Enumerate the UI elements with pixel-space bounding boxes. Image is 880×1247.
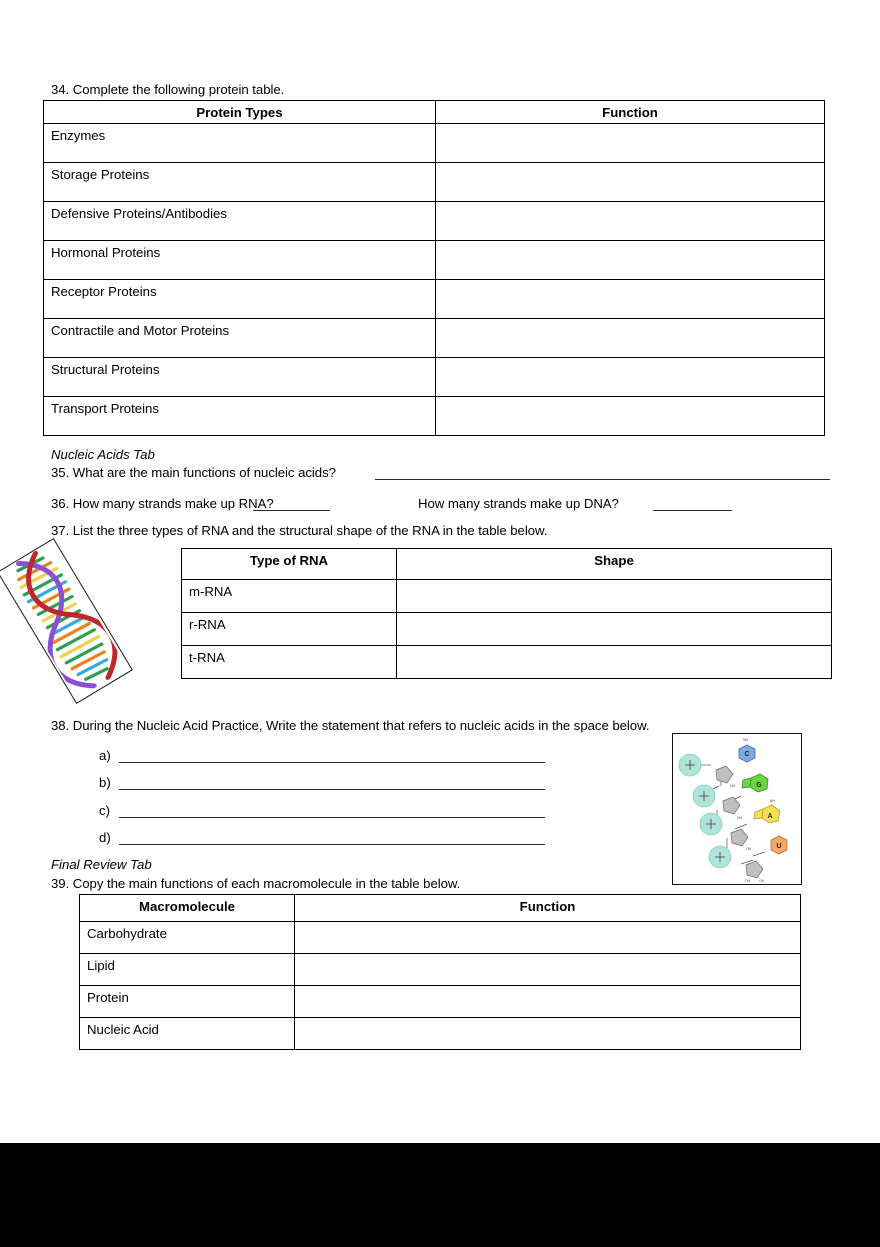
function-answer-cell[interactable] (436, 358, 825, 397)
column-header-macromolecule: Macromolecule (80, 895, 295, 922)
function-answer-cell[interactable] (436, 163, 825, 202)
question-38-item-c-label: c) (99, 803, 110, 818)
base-G-icon (742, 774, 768, 792)
protein-type-cell: Receptor Proteins (44, 280, 436, 319)
protein-type-cell: Structural Proteins (44, 358, 436, 397)
question-39-text: 39. Copy the main functions of each macromolecule in the table below. (51, 876, 461, 891)
macromolecule-cell: Protein (80, 986, 295, 1018)
question-38-item-a-blank[interactable] (119, 762, 545, 763)
protein-type-cell: Hormonal Proteins (44, 241, 436, 280)
table-row (44, 280, 825, 319)
rna-type-cell: t-RNA (182, 646, 397, 679)
base-C-icon (739, 745, 755, 762)
macromolecule-table (79, 894, 801, 1050)
protein-type-cell: Contractile and Motor Proteins (44, 319, 436, 358)
svg-text:OH: OH (730, 784, 736, 788)
nucleotide-chain-graphic (673, 734, 801, 884)
table-row (80, 986, 801, 1018)
function-answer-cell[interactable] (436, 319, 825, 358)
svg-text:OH: OH (759, 879, 765, 883)
question-38-item-b-blank[interactable] (119, 789, 545, 790)
column-header-function: Function (436, 101, 825, 124)
svg-text:NH: NH (743, 738, 748, 742)
protein-types-table (43, 100, 825, 436)
final-review-tab-label: Final Review Tab (51, 857, 152, 872)
base-U-icon (771, 836, 787, 854)
question-36-part2-text: How many strands make up DNA? (418, 496, 619, 511)
question-38-item-d-blank[interactable] (119, 844, 545, 845)
function-answer-cell[interactable] (295, 986, 801, 1018)
question-38-item-c-blank[interactable] (119, 817, 545, 818)
svg-text:G: G (756, 782, 762, 789)
rna-types-table (181, 548, 832, 679)
function-answer-cell[interactable] (436, 397, 825, 436)
table-row (182, 613, 832, 646)
protein-type-cell: Storage Proteins (44, 163, 436, 202)
question-34-text: 34. Complete the following protein table. (51, 82, 285, 97)
function-answer-cell[interactable] (436, 124, 825, 163)
table-row (44, 397, 825, 436)
macromolecule-cell: Lipid (80, 954, 295, 986)
question-38-item-d-label: d) (99, 830, 111, 845)
table-row (182, 646, 832, 679)
base-A-icon (754, 805, 780, 823)
shape-answer-cell[interactable] (397, 646, 832, 679)
table-row (44, 124, 825, 163)
protein-type-cell: Transport Proteins (44, 397, 436, 436)
svg-text:OH: OH (746, 847, 752, 851)
question-38-item-a-label: a) (99, 748, 111, 763)
shape-answer-cell[interactable] (397, 613, 832, 646)
question-37-text: 37. List the three types of RNA and the structural shape of the RNA in the table below. (51, 523, 548, 538)
nucleic-acids-tab-label: Nucleic Acids Tab (51, 447, 155, 462)
svg-text:A: A (767, 813, 773, 820)
function-answer-cell[interactable] (295, 1018, 801, 1050)
table-row (80, 1018, 801, 1050)
function-answer-cell[interactable] (436, 241, 825, 280)
table-row (182, 580, 832, 613)
question-36-part1-text: 36. How many strands make up RNA? (51, 496, 274, 511)
table-header-row (80, 895, 801, 922)
table-row (44, 202, 825, 241)
column-header-function: Function (295, 895, 801, 922)
rna-type-cell: r-RNA (182, 613, 397, 646)
table-row (80, 954, 801, 986)
dna-double-helix-illustration (14, 538, 158, 702)
dna-helix-graphic (0, 541, 128, 699)
function-answer-cell[interactable] (295, 954, 801, 986)
column-header-type-of-rna: Type of RNA (182, 549, 397, 580)
svg-text:U: U (776, 843, 782, 850)
column-header-shape: Shape (397, 549, 832, 580)
svg-text:OH: OH (737, 816, 743, 820)
macromolecule-cell: Carbohydrate (80, 922, 295, 954)
rna-type-cell: m-RNA (182, 580, 397, 613)
page-bottom-black-band (0, 1143, 880, 1247)
function-answer-cell[interactable] (436, 280, 825, 319)
svg-text:NH: NH (770, 799, 775, 803)
table-row (44, 241, 825, 280)
question-35-text: 35. What are the main functions of nucleic acids? (51, 465, 336, 480)
svg-text:OH: OH (745, 879, 751, 883)
rna-nucleotide-chain-diagram (672, 733, 802, 885)
question-35-answer-blank[interactable] (375, 479, 830, 480)
table-row (44, 319, 825, 358)
function-answer-cell[interactable] (436, 202, 825, 241)
question-38-item-b-label: b) (99, 775, 111, 790)
question-38-text: 38. During the Nucleic Acid Practice, Write the statement that refers to nucleic acids in the space below. (51, 718, 650, 733)
shape-answer-cell[interactable] (397, 580, 832, 613)
table-row (80, 922, 801, 954)
svg-text:C: C (744, 751, 750, 758)
table-row (44, 358, 825, 397)
column-header-protein-types: Protein Types (44, 101, 436, 124)
macromolecule-cell: Nucleic Acid (80, 1018, 295, 1050)
table-header-row (44, 101, 825, 124)
protein-type-cell: Enzymes (44, 124, 436, 163)
function-answer-cell[interactable] (295, 922, 801, 954)
question-36-rna-blank[interactable] (253, 510, 330, 511)
table-row (44, 163, 825, 202)
question-36-dna-blank[interactable] (653, 510, 732, 511)
table-header-row (182, 549, 832, 580)
protein-type-cell: Defensive Proteins/Antibodies (44, 202, 436, 241)
